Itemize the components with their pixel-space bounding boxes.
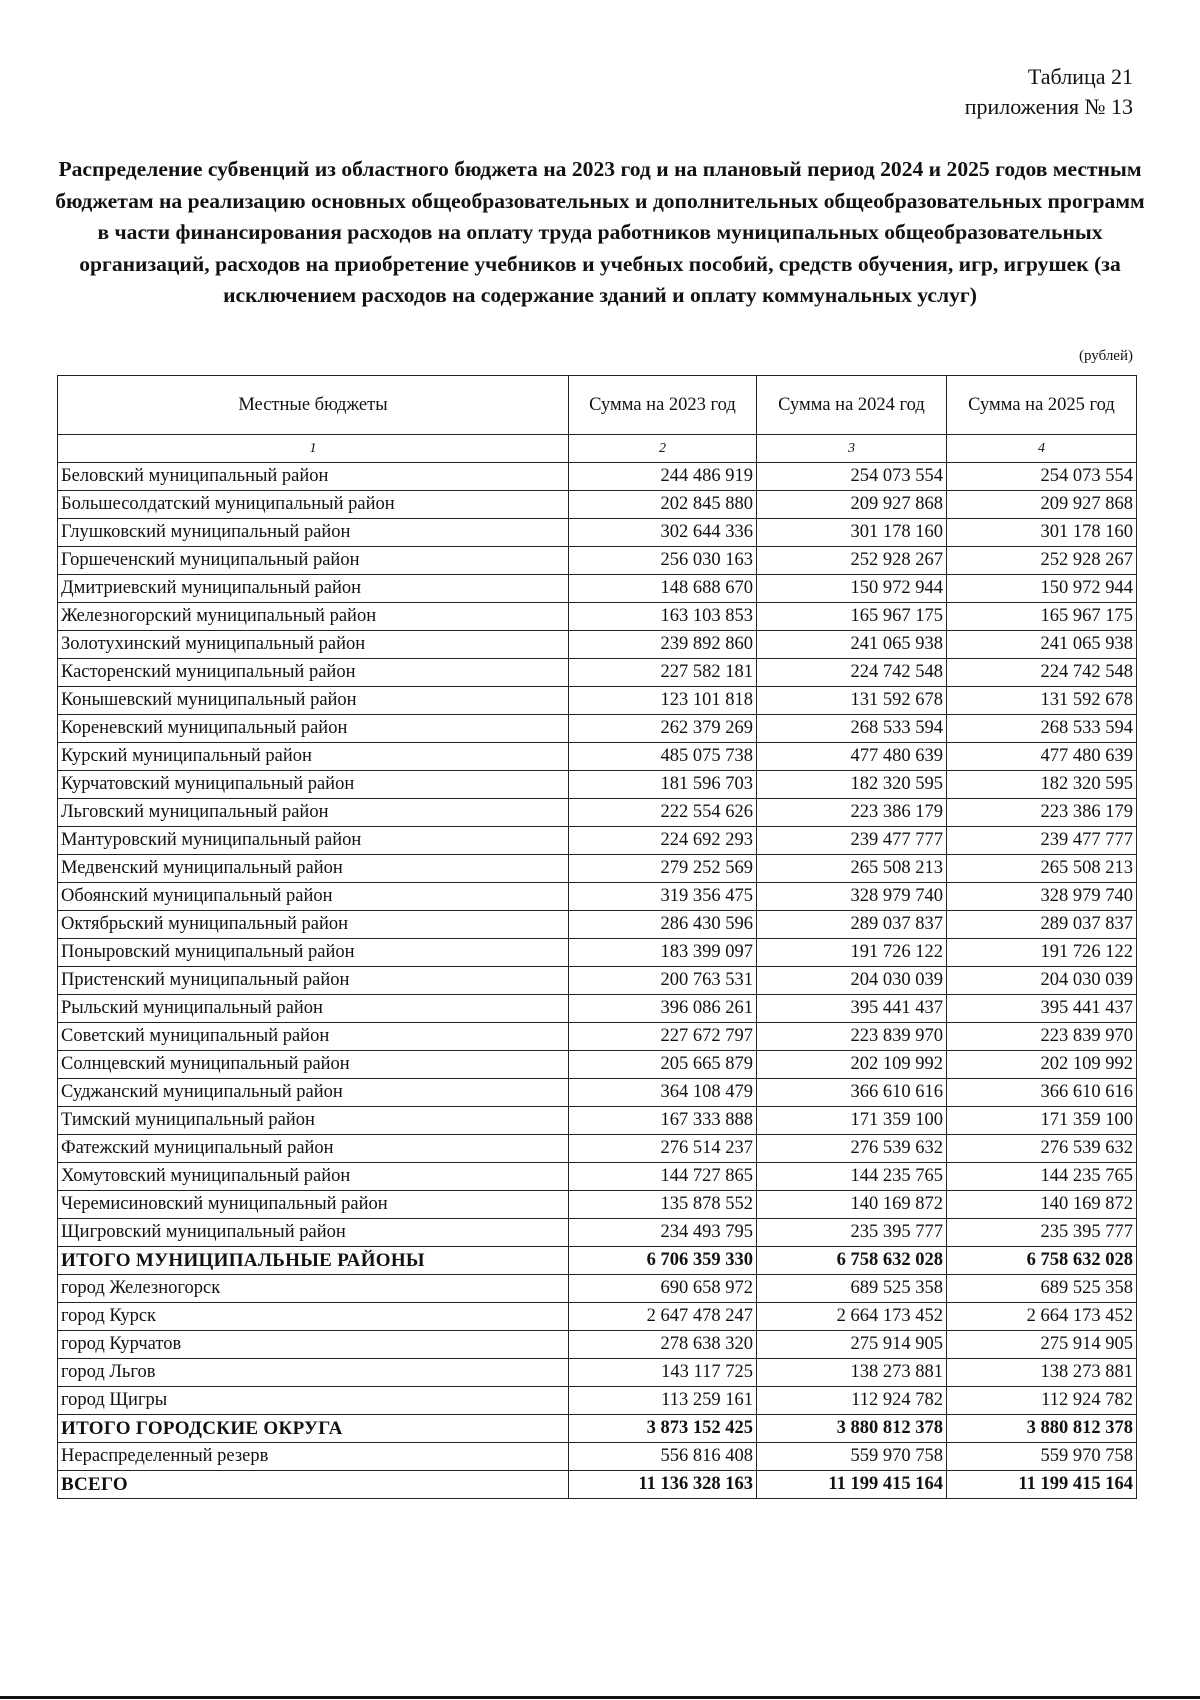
- table-row: [58, 1303, 1137, 1331]
- amount-2025-cell: 11 199 415 164: [947, 1471, 1137, 1499]
- column-number: 2: [569, 435, 757, 463]
- column-header-2025: Сумма на 2025 год: [947, 376, 1137, 435]
- column-header-2024: Сумма на 2024 год: [757, 376, 947, 435]
- scan-edge-line: [0, 1696, 1200, 1699]
- table-row: [58, 1163, 1137, 1191]
- amount-2025-cell: 204 030 039: [947, 967, 1137, 995]
- amount-2024-cell: 3 880 812 378: [757, 1415, 947, 1443]
- amount-2024-cell: 223 386 179: [757, 799, 947, 827]
- budget-name-cell: город Курчатов: [58, 1331, 569, 1359]
- table-row: [58, 491, 1137, 519]
- amount-2024-cell: 223 839 970: [757, 1023, 947, 1051]
- amount-2023-cell: 3 873 152 425: [569, 1415, 757, 1443]
- table-row: [58, 1415, 1137, 1443]
- amount-2025-cell: 223 386 179: [947, 799, 1137, 827]
- amount-2025-cell: 182 320 595: [947, 771, 1137, 799]
- amount-2024-cell: 11 199 415 164: [757, 1471, 947, 1499]
- amount-2025-cell: 235 395 777: [947, 1219, 1137, 1247]
- table-row: [58, 967, 1137, 995]
- table-row: [58, 547, 1137, 575]
- table-row: [58, 575, 1137, 603]
- amount-2025-cell: 165 967 175: [947, 603, 1137, 631]
- amount-2025-cell: 131 592 678: [947, 687, 1137, 715]
- amount-2023-cell: 123 101 818: [569, 687, 757, 715]
- amount-2025-cell: 140 169 872: [947, 1191, 1137, 1219]
- table-row: [58, 1471, 1137, 1499]
- table-row: [58, 519, 1137, 547]
- amount-2023-cell: 183 399 097: [569, 939, 757, 967]
- amount-2025-cell: 6 758 632 028: [947, 1247, 1137, 1275]
- table-row: [58, 771, 1137, 799]
- table-row: [58, 995, 1137, 1023]
- budget-name-cell: Медвенский муниципальный район: [58, 855, 569, 883]
- table-header-row: [58, 376, 1137, 435]
- amount-2024-cell: 252 928 267: [757, 547, 947, 575]
- amount-2024-cell: 328 979 740: [757, 883, 947, 911]
- table-reference: [965, 62, 1133, 122]
- table-row: [58, 463, 1137, 491]
- table-row: [58, 1219, 1137, 1247]
- amount-2024-cell: 6 758 632 028: [757, 1247, 947, 1275]
- table-row: [58, 1107, 1137, 1135]
- budget-name-cell: Мантуровский муниципальный район: [58, 827, 569, 855]
- budget-name-cell: Рыльский муниципальный район: [58, 995, 569, 1023]
- table-row: [58, 855, 1137, 883]
- amount-2023-cell: 205 665 879: [569, 1051, 757, 1079]
- amount-2023-cell: 227 672 797: [569, 1023, 757, 1051]
- budget-name-cell: Поныровский муниципальный район: [58, 939, 569, 967]
- appendix-number: приложения № 13: [964, 94, 1133, 119]
- budget-name-cell: Беловский муниципальный район: [58, 463, 569, 491]
- budget-name-cell: город Щигры: [58, 1387, 569, 1415]
- budget-name-cell: Октябрьский муниципальный район: [58, 911, 569, 939]
- amount-2023-cell: 278 638 320: [569, 1331, 757, 1359]
- amount-2023-cell: 319 356 475: [569, 883, 757, 911]
- table-body: [58, 463, 1137, 1499]
- table-row: [58, 1023, 1137, 1051]
- budget-name-cell: Горшеченский муниципальный район: [58, 547, 569, 575]
- table-row: [58, 1191, 1137, 1219]
- amount-2024-cell: 254 073 554: [757, 463, 947, 491]
- amount-2023-cell: 6 706 359 330: [569, 1247, 757, 1275]
- amount-2023-cell: 234 493 795: [569, 1219, 757, 1247]
- amount-2024-cell: 138 273 881: [757, 1359, 947, 1387]
- budget-name-cell: Большесолдатский муниципальный район: [58, 491, 569, 519]
- amount-2025-cell: 289 037 837: [947, 911, 1137, 939]
- amount-2024-cell: 239 477 777: [757, 827, 947, 855]
- budget-name-cell: Касторенский муниципальный район: [58, 659, 569, 687]
- amount-2023-cell: 143 117 725: [569, 1359, 757, 1387]
- amount-2024-cell: 289 037 837: [757, 911, 947, 939]
- amount-2024-cell: 275 914 905: [757, 1331, 947, 1359]
- amount-2023-cell: 485 075 738: [569, 743, 757, 771]
- amount-2025-cell: 366 610 616: [947, 1079, 1137, 1107]
- amount-2023-cell: 2 647 478 247: [569, 1303, 757, 1331]
- amount-2024-cell: 112 924 782: [757, 1387, 947, 1415]
- amount-2025-cell: 224 742 548: [947, 659, 1137, 687]
- budget-name-cell: Золотухинский муниципальный район: [58, 631, 569, 659]
- amount-2025-cell: 2 664 173 452: [947, 1303, 1137, 1331]
- budget-name-cell: ИТОГО МУНИЦИПАЛЬНЫЕ РАЙОНЫ: [58, 1247, 569, 1275]
- amount-2023-cell: 556 816 408: [569, 1443, 757, 1471]
- table-row: [58, 827, 1137, 855]
- amount-2025-cell: 254 073 554: [947, 463, 1137, 491]
- amount-2025-cell: 171 359 100: [947, 1107, 1137, 1135]
- column-number-row: [58, 435, 1137, 463]
- units-label: (рублей): [1078, 348, 1133, 364]
- amount-2024-cell: 366 610 616: [757, 1079, 947, 1107]
- amount-2025-cell: 395 441 437: [947, 995, 1137, 1023]
- budget-name-cell: Курский муниципальный район: [58, 743, 569, 771]
- table-row: [58, 1051, 1137, 1079]
- amount-2024-cell: 559 970 758: [757, 1443, 947, 1471]
- amount-2024-cell: 144 235 765: [757, 1163, 947, 1191]
- amount-2024-cell: 268 533 594: [757, 715, 947, 743]
- table-row: [58, 1359, 1137, 1387]
- table-number: Таблица 21: [1027, 64, 1133, 89]
- amount-2023-cell: 144 727 865: [569, 1163, 757, 1191]
- table-row: [58, 1079, 1137, 1107]
- amount-2024-cell: 204 030 039: [757, 967, 947, 995]
- amount-2024-cell: 395 441 437: [757, 995, 947, 1023]
- budget-name-cell: Солнцевский муниципальный район: [58, 1051, 569, 1079]
- amount-2025-cell: 689 525 358: [947, 1275, 1137, 1303]
- amount-2023-cell: 200 763 531: [569, 967, 757, 995]
- budget-name-cell: Хомутовский муниципальный район: [58, 1163, 569, 1191]
- budget-name-cell: Фатежский муниципальный район: [58, 1135, 569, 1163]
- budget-table: [57, 375, 1137, 1499]
- table-row: [58, 1387, 1137, 1415]
- amount-2024-cell: 224 742 548: [757, 659, 947, 687]
- amount-2023-cell: 135 878 552: [569, 1191, 757, 1219]
- table-row: [58, 911, 1137, 939]
- budget-name-cell: Кореневский муниципальный район: [58, 715, 569, 743]
- budget-name-cell: Обоянский муниципальный район: [58, 883, 569, 911]
- amount-2023-cell: 163 103 853: [569, 603, 757, 631]
- amount-2025-cell: 477 480 639: [947, 743, 1137, 771]
- amount-2023-cell: 113 259 161: [569, 1387, 757, 1415]
- amount-2024-cell: 171 359 100: [757, 1107, 947, 1135]
- amount-2025-cell: 209 927 868: [947, 491, 1137, 519]
- amount-2025-cell: 223 839 970: [947, 1023, 1137, 1051]
- amount-2024-cell: 276 539 632: [757, 1135, 947, 1163]
- table-row: [58, 1331, 1137, 1359]
- amount-2025-cell: 241 065 938: [947, 631, 1137, 659]
- budget-name-cell: Щигровский муниципальный район: [58, 1219, 569, 1247]
- table-row: [58, 1275, 1137, 1303]
- amount-2025-cell: 138 273 881: [947, 1359, 1137, 1387]
- table-row: [58, 1135, 1137, 1163]
- amount-2024-cell: 150 972 944: [757, 575, 947, 603]
- amount-2023-cell: 239 892 860: [569, 631, 757, 659]
- amount-2025-cell: 144 235 765: [947, 1163, 1137, 1191]
- amount-2025-cell: 112 924 782: [947, 1387, 1137, 1415]
- budget-name-cell: Суджанский муниципальный район: [58, 1079, 569, 1107]
- amount-2024-cell: 2 664 173 452: [757, 1303, 947, 1331]
- amount-2024-cell: 241 065 938: [757, 631, 947, 659]
- column-number: 4: [947, 435, 1137, 463]
- column-header-budgets: Местные бюджеты: [58, 376, 569, 435]
- amount-2023-cell: 202 845 880: [569, 491, 757, 519]
- table-row: [58, 631, 1137, 659]
- amount-2025-cell: 328 979 740: [947, 883, 1137, 911]
- table-row: [58, 799, 1137, 827]
- amount-2023-cell: 276 514 237: [569, 1135, 757, 1163]
- amount-2024-cell: 140 169 872: [757, 1191, 947, 1219]
- amount-2025-cell: 301 178 160: [947, 519, 1137, 547]
- amount-2024-cell: 265 508 213: [757, 855, 947, 883]
- column-header-2023: Сумма на 2023 год: [569, 376, 757, 435]
- budget-name-cell: Черемисиновский муниципальный район: [58, 1191, 569, 1219]
- budget-name-cell: город Льгов: [58, 1359, 569, 1387]
- amount-2023-cell: 262 379 269: [569, 715, 757, 743]
- amount-2024-cell: 191 726 122: [757, 939, 947, 967]
- amount-2023-cell: 11 136 328 163: [569, 1471, 757, 1499]
- amount-2025-cell: 191 726 122: [947, 939, 1137, 967]
- amount-2024-cell: 235 395 777: [757, 1219, 947, 1247]
- table-row: [58, 603, 1137, 631]
- amount-2024-cell: 202 109 992: [757, 1051, 947, 1079]
- table-row: [58, 687, 1137, 715]
- amount-2024-cell: 165 967 175: [757, 603, 947, 631]
- amount-2023-cell: 167 333 888: [569, 1107, 757, 1135]
- amount-2025-cell: 252 928 267: [947, 547, 1137, 575]
- table-row: [58, 1247, 1137, 1275]
- table-row: [58, 883, 1137, 911]
- amount-2025-cell: 559 970 758: [947, 1443, 1137, 1471]
- budget-name-cell: Льговский муниципальный район: [58, 799, 569, 827]
- budget-name-cell: ИТОГО ГОРОДСКИЕ ОКРУГА: [58, 1415, 569, 1443]
- amount-2023-cell: 396 086 261: [569, 995, 757, 1023]
- amount-2025-cell: 276 539 632: [947, 1135, 1137, 1163]
- amount-2024-cell: 131 592 678: [757, 687, 947, 715]
- amount-2024-cell: 209 927 868: [757, 491, 947, 519]
- budget-name-cell: ВСЕГО: [58, 1471, 569, 1499]
- amount-2023-cell: 364 108 479: [569, 1079, 757, 1107]
- amount-2024-cell: 182 320 595: [757, 771, 947, 799]
- amount-2023-cell: 181 596 703: [569, 771, 757, 799]
- amount-2025-cell: 268 533 594: [947, 715, 1137, 743]
- amount-2023-cell: 224 692 293: [569, 827, 757, 855]
- amount-2025-cell: 3 880 812 378: [947, 1415, 1137, 1443]
- budget-name-cell: Глушковский муниципальный район: [58, 519, 569, 547]
- amount-2023-cell: 690 658 972: [569, 1275, 757, 1303]
- amount-2024-cell: 301 178 160: [757, 519, 947, 547]
- table-row: [58, 1443, 1137, 1471]
- budget-name-cell: Советский муниципальный район: [58, 1023, 569, 1051]
- amount-2023-cell: 279 252 569: [569, 855, 757, 883]
- column-number: 1: [58, 435, 569, 463]
- budget-name-cell: Конышевский муниципальный район: [58, 687, 569, 715]
- amount-2023-cell: 302 644 336: [569, 519, 757, 547]
- amount-2025-cell: 265 508 213: [947, 855, 1137, 883]
- table-row: [58, 659, 1137, 687]
- table-row: [58, 939, 1137, 967]
- amount-2023-cell: 244 486 919: [569, 463, 757, 491]
- amount-2023-cell: 256 030 163: [569, 547, 757, 575]
- amount-2025-cell: 239 477 777: [947, 827, 1137, 855]
- amount-2025-cell: 150 972 944: [947, 575, 1137, 603]
- amount-2025-cell: 202 109 992: [947, 1051, 1137, 1079]
- budget-name-cell: Дмитриевский муниципальный район: [58, 575, 569, 603]
- budget-name-cell: город Курск: [58, 1303, 569, 1331]
- budget-name-cell: Пристенский муниципальный район: [58, 967, 569, 995]
- budget-name-cell: город Железногорск: [58, 1275, 569, 1303]
- column-number: 3: [757, 435, 947, 463]
- amount-2023-cell: 286 430 596: [569, 911, 757, 939]
- budget-name-cell: Нераспределенный резерв: [58, 1443, 569, 1471]
- amount-2023-cell: 148 688 670: [569, 575, 757, 603]
- table-row: [58, 743, 1137, 771]
- budget-name-cell: Железногорский муниципальный район: [58, 603, 569, 631]
- budget-name-cell: Тимский муниципальный район: [58, 1107, 569, 1135]
- amount-2023-cell: 222 554 626: [569, 799, 757, 827]
- document-title: Распределение субвенций из областного бюджета на 2023 год и на плановый период 2024 и 2025 годов местным бюджетам на реализацию основных общеобразовательных и дополнительных общеобразовательных программ в части финансирования расходов на оплату труда работников муниципальных общеобразовательных организаций, расходов на приобретение учебников и учебных пособий, средств обучения, игр, игрушек (за исключением расходов на содержание зданий и оплату коммунальных услуг): [55, 157, 1145, 307]
- amount-2024-cell: 477 480 639: [757, 743, 947, 771]
- amount-2025-cell: 275 914 905: [947, 1331, 1137, 1359]
- budget-name-cell: Курчатовский муниципальный район: [58, 771, 569, 799]
- amount-2023-cell: 227 582 181: [569, 659, 757, 687]
- table-row: [58, 715, 1137, 743]
- amount-2024-cell: 689 525 358: [757, 1275, 947, 1303]
